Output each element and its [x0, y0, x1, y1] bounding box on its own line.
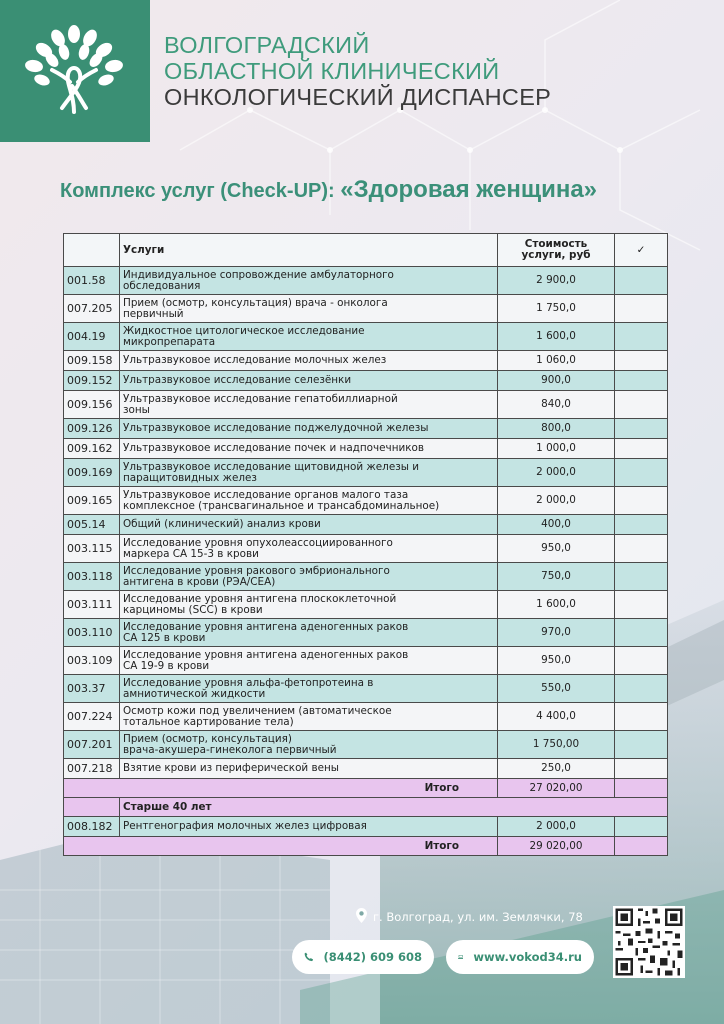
service-name-line1: Общий (клинический) анализ крови	[123, 518, 321, 530]
table-row	[64, 391, 668, 419]
total-empty	[615, 779, 668, 798]
service-name-line1: Ультразвуковое исследование молочных желез	[123, 354, 387, 366]
service-name-line1: Ультразвуковое исследование поджелудочной железы	[123, 422, 429, 434]
location-pin-icon	[356, 908, 367, 923]
laptop-icon	[458, 950, 463, 964]
table-header	[64, 234, 668, 267]
address	[356, 908, 583, 924]
service-name	[120, 391, 498, 419]
table-row	[64, 591, 668, 619]
service-checkbox[interactable]	[615, 515, 668, 535]
service-checkbox[interactable]	[615, 351, 668, 371]
service-price: 840,0	[498, 391, 615, 419]
service-name-line2: амниотической жидкости	[123, 687, 266, 700]
service-checkbox[interactable]	[615, 703, 668, 731]
service-price: 1 750,00	[498, 731, 615, 759]
address-text: г. Волгоград, ул. им. Землячки, 78	[373, 910, 583, 924]
service-checkbox[interactable]	[615, 295, 668, 323]
service-name-line1: Исследование уровня антигена аденогенных раков	[123, 620, 409, 633]
table-row	[64, 675, 668, 703]
service-name	[120, 515, 498, 535]
service-name-line2: CA 125 в крови	[123, 631, 206, 644]
table-row	[64, 439, 668, 459]
header-cost-line1: Стоимость	[524, 238, 588, 250]
service-name-line1: Взятие крови из периферической вены	[123, 762, 340, 774]
service-price: 1 600,0	[498, 591, 615, 619]
service-name	[120, 295, 498, 323]
header-cost-line2: услуги, руб	[521, 249, 591, 261]
service-price: 400,0	[498, 515, 615, 535]
service-name	[120, 267, 498, 295]
service-price: 4 400,0	[498, 703, 615, 731]
service-name-line1: Ультразвуковое исследование органов малого таза	[123, 488, 409, 501]
service-name-line1: Рентгенография молочных желез цифровая	[123, 820, 367, 832]
service-checkbox[interactable]	[615, 391, 668, 419]
service-name	[120, 591, 498, 619]
service-name-line1: Прием (осмотр, консультация)	[123, 732, 292, 745]
service-checkbox[interactable]	[615, 759, 668, 779]
phone-icon	[304, 950, 313, 964]
header-code	[64, 234, 120, 267]
organization-name	[164, 32, 551, 110]
service-name-line1: Жидкостное цитологическое исследование	[123, 324, 365, 337]
service-name-line1: Индивидуальное сопровождение амбулаторного	[123, 268, 394, 281]
service-code: 007.201	[64, 731, 120, 759]
service-name-line1: Ультразвуковое исследование щитовидной железы и	[123, 460, 419, 473]
service-name	[120, 371, 498, 391]
service-checkbox[interactable]	[615, 439, 668, 459]
table-row	[64, 515, 668, 535]
service-name	[120, 459, 498, 487]
service-name	[120, 563, 498, 591]
phone-pill[interactable]	[292, 940, 434, 974]
table-row	[64, 619, 668, 647]
service-name-line2: обследования	[123, 279, 201, 292]
section-title-over-40: Старше 40 лет	[120, 798, 668, 817]
org-line-1: ВОЛГОГРАДСКИЙ	[164, 32, 370, 58]
service-price: 1 000,0	[498, 439, 615, 459]
table-row	[64, 759, 668, 779]
service-name-line1: Исследование уровня антигена плоскоклеточной	[123, 592, 397, 605]
service-checkbox[interactable]	[615, 459, 668, 487]
service-checkbox[interactable]	[615, 419, 668, 439]
total-label: Итого	[64, 837, 498, 856]
service-code: 007.224	[64, 703, 120, 731]
service-name-line1: Ультразвуковое исследование почек и надпочечников	[123, 442, 424, 454]
total-row	[64, 837, 668, 856]
service-code: 005.14	[64, 515, 120, 535]
service-name	[120, 535, 498, 563]
service-name-line2: тотальное картирование тела)	[123, 715, 294, 728]
service-checkbox[interactable]	[615, 323, 668, 351]
service-code: 003.118	[64, 563, 120, 591]
service-code: 004.19	[64, 323, 120, 351]
service-name	[120, 647, 498, 675]
service-price: 900,0	[498, 371, 615, 391]
header-cost	[498, 234, 615, 267]
service-code: 003.111	[64, 591, 120, 619]
service-checkbox[interactable]	[615, 647, 668, 675]
service-name-line1: Прием (осмотр, консультация) врача - онколога	[123, 296, 388, 309]
service-name	[120, 817, 498, 837]
service-name	[120, 759, 498, 779]
service-code: 009.158	[64, 351, 120, 371]
service-checkbox[interactable]	[615, 487, 668, 515]
tree-ribbon-logo-icon	[22, 24, 126, 116]
service-name-line1: Ультразвуковое исследование гепатобиллиарной	[123, 392, 398, 405]
service-code: 003.115	[64, 535, 120, 563]
table-row	[64, 351, 668, 371]
service-name-line2: врача-акушера-гинеколога первичный	[123, 743, 337, 756]
service-code: 008.182	[64, 817, 120, 837]
total-label: Итого	[64, 779, 498, 798]
table-row	[64, 563, 668, 591]
services-table	[63, 233, 668, 856]
service-name-line2: зоны	[123, 403, 150, 416]
service-name	[120, 351, 498, 371]
table-row	[64, 323, 668, 351]
table-row	[64, 703, 668, 731]
service-name-line1: Исследование уровня ракового эмбрионального	[123, 564, 390, 577]
table-row	[64, 459, 668, 487]
service-price: 1 750,0	[498, 295, 615, 323]
service-code: 009.169	[64, 459, 120, 487]
service-code: 009.162	[64, 439, 120, 459]
service-price: 950,0	[498, 647, 615, 675]
table-row	[64, 647, 668, 675]
service-code: 007.205	[64, 295, 120, 323]
service-name	[120, 419, 498, 439]
total-row	[64, 779, 668, 798]
title-program-name: «Здоровая женщина»	[340, 176, 598, 203]
service-name-line1: Ультразвуковое исследование селезёнки	[123, 374, 352, 386]
table-row	[64, 371, 668, 391]
service-code: 009.126	[64, 419, 120, 439]
service-price: 950,0	[498, 535, 615, 563]
service-name-line1: Исследование уровня опухолеассоциированного	[123, 536, 393, 549]
service-code: 009.152	[64, 371, 120, 391]
service-price: 970,0	[498, 619, 615, 647]
service-name-line2: маркера CA 15-3 в крови	[123, 547, 259, 560]
service-name-line2: антигена в крови (РЭА/CEA)	[123, 575, 276, 588]
service-checkbox[interactable]	[615, 535, 668, 563]
service-name-line2: первичный	[123, 307, 184, 320]
service-code: 003.110	[64, 619, 120, 647]
logo	[0, 0, 150, 142]
service-name-line2: паращитовидных желез	[123, 471, 257, 484]
service-name-line2: комплексное (трансвагинальное и трансабдоминальное)	[123, 499, 440, 512]
total-empty	[615, 837, 668, 856]
service-name	[120, 703, 498, 731]
service-price: 750,0	[498, 563, 615, 591]
phone-number: (8442) 609 608	[323, 950, 422, 964]
checkmark-icon: ✓	[615, 234, 668, 267]
service-code: 009.156	[64, 391, 120, 419]
service-checkbox[interactable]	[615, 675, 668, 703]
service-name-line1: Исследование уровня альфа-фетопротеина в	[123, 676, 374, 689]
website-pill[interactable]	[446, 940, 594, 974]
title-prefix: Комплекс услуг (Check-UP):	[60, 180, 341, 202]
service-checkbox[interactable]	[615, 591, 668, 619]
service-price: 2 900,0	[498, 267, 615, 295]
website-url: www.vokod34.ru	[473, 950, 582, 964]
service-code: 003.109	[64, 647, 120, 675]
service-name	[120, 619, 498, 647]
service-name-line2: микропрепарата	[123, 335, 216, 348]
header-services: Услуги	[120, 234, 498, 267]
service-name	[120, 675, 498, 703]
service-price: 2 000,0	[498, 487, 615, 515]
service-name-line2: карциномы (SCC) в крови	[123, 603, 263, 616]
table-row	[64, 731, 668, 759]
service-code: 007.218	[64, 759, 120, 779]
service-name	[120, 323, 498, 351]
table-row	[64, 487, 668, 515]
org-line-3: ОНКОЛОГИЧЕСКИЙ ДИСПАНСЕР	[164, 84, 552, 110]
service-price: 250,0	[498, 759, 615, 779]
table-row	[64, 295, 668, 323]
service-price: 2 000,0	[498, 459, 615, 487]
total-value: 27 020,00	[498, 779, 615, 798]
service-price: 800,0	[498, 419, 615, 439]
section-row	[64, 798, 668, 817]
qr-code[interactable]	[613, 906, 685, 978]
service-code: 003.37	[64, 675, 120, 703]
service-checkbox[interactable]	[615, 619, 668, 647]
table-row	[64, 535, 668, 563]
service-checkbox[interactable]	[615, 731, 668, 759]
service-checkbox[interactable]	[615, 817, 668, 837]
service-name	[120, 487, 498, 515]
table-row	[64, 817, 668, 837]
service-checkbox[interactable]	[615, 371, 668, 391]
service-name	[120, 439, 498, 459]
service-price: 2 000,0	[498, 817, 615, 837]
service-name	[120, 731, 498, 759]
total-value: 29 020,00	[498, 837, 615, 856]
service-code: 001.58	[64, 267, 120, 295]
page-title	[60, 176, 597, 204]
service-name-line1: Осмотр кожи под увеличением (автоматическое	[123, 704, 392, 717]
org-line-2: ОБЛАСТНОЙ КЛИНИЧЕСКИЙ	[164, 58, 500, 84]
service-checkbox[interactable]	[615, 563, 668, 591]
service-price: 1 600,0	[498, 323, 615, 351]
service-code: 009.165	[64, 487, 120, 515]
service-name-line1: Исследование уровня антигена аденогенных раков	[123, 648, 409, 661]
table-row	[64, 267, 668, 295]
table-row	[64, 419, 668, 439]
service-price: 1 060,0	[498, 351, 615, 371]
service-name-line2: CA 19-9 в крови	[123, 659, 210, 672]
service-price: 550,0	[498, 675, 615, 703]
service-checkbox[interactable]	[615, 267, 668, 295]
section-spacer	[64, 798, 120, 817]
